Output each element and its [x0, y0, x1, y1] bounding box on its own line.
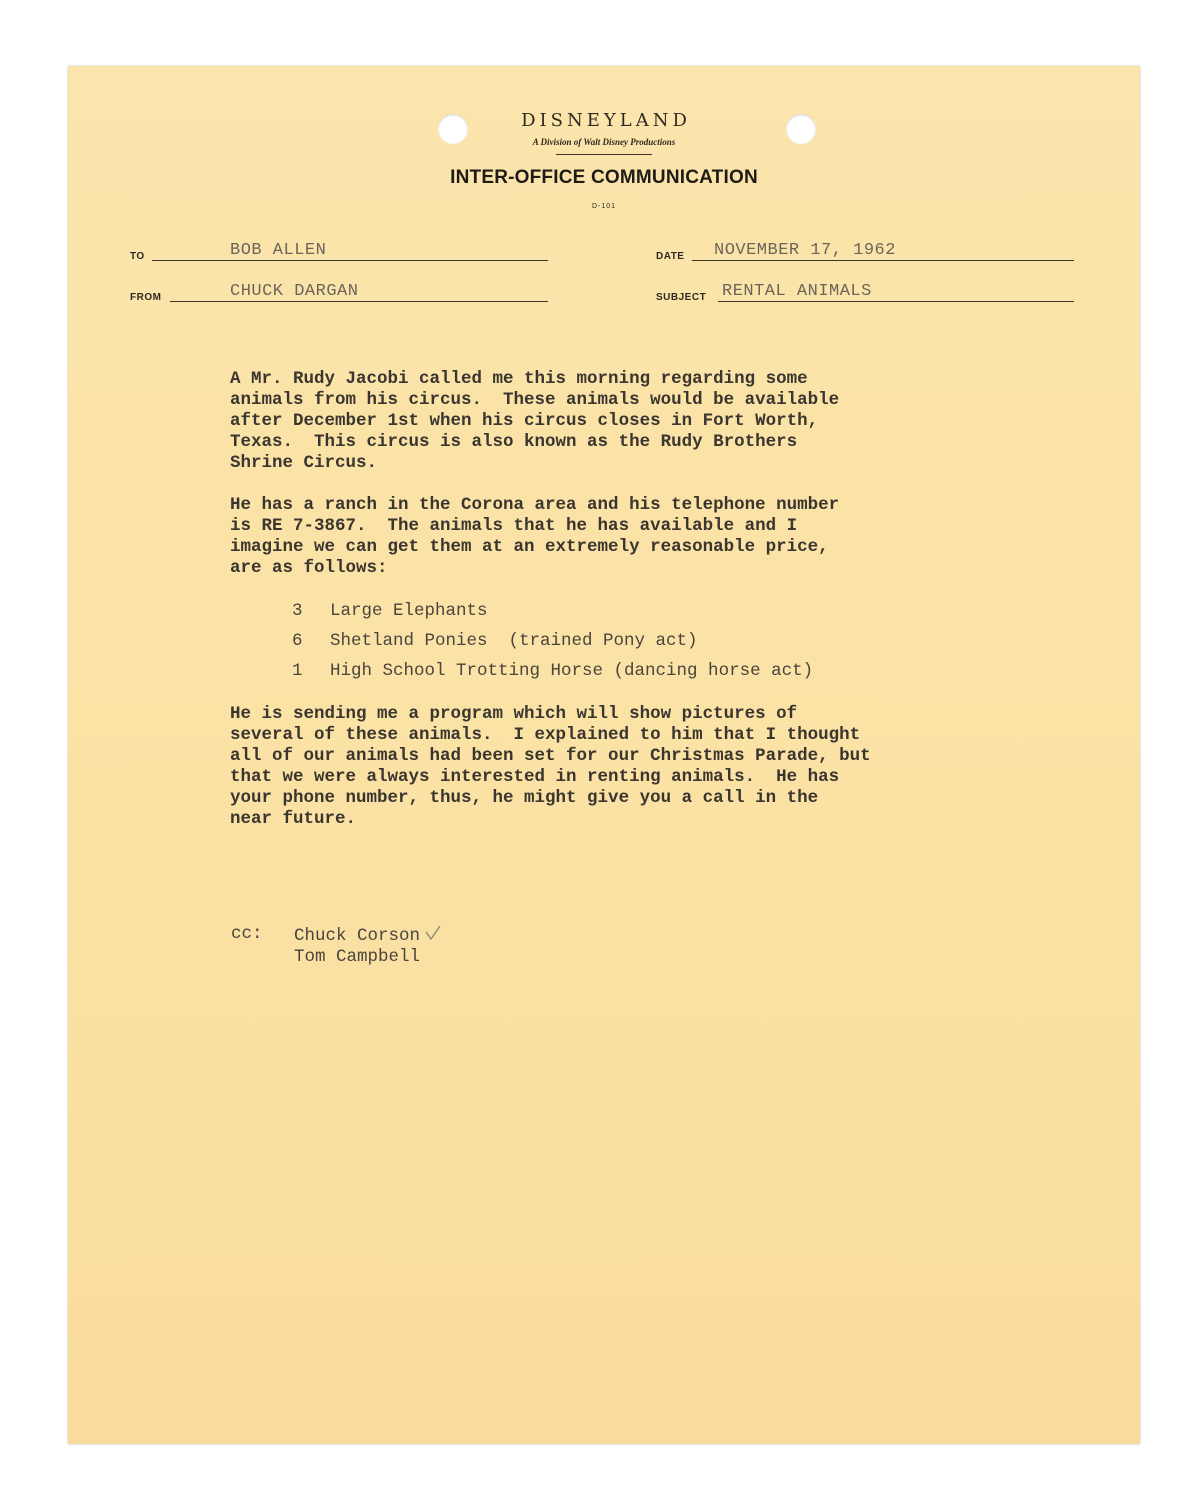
from-line	[170, 301, 548, 302]
to-line	[152, 260, 548, 261]
subject-line	[718, 301, 1074, 302]
body-line: He is sending me a program which will show pictures of	[230, 704, 798, 724]
from-value: CHUCK DARGAN	[230, 282, 359, 301]
check-mark-icon	[424, 924, 442, 942]
body-line: that we were always interested in renting animals. He has	[230, 767, 840, 787]
body-line: all of our animals had been set for our Christmas Parade, but	[230, 746, 871, 766]
animal-description: Large Elephants	[330, 601, 488, 621]
letterhead-rule	[556, 154, 652, 155]
memo-body	[230, 369, 1030, 830]
to-value: BOB ALLEN	[230, 241, 327, 260]
date-field	[656, 240, 1074, 262]
cc-recipient	[294, 947, 442, 968]
subject-field	[656, 281, 1074, 303]
cc-recipients	[294, 924, 442, 968]
cc-recipient	[294, 924, 442, 947]
to-label: TO	[130, 251, 145, 262]
paragraph-1	[230, 369, 1030, 474]
animal-quantity: 1	[292, 661, 303, 681]
memo-sheet	[68, 66, 1140, 1444]
paragraph-2	[230, 495, 1030, 579]
form-code: D-101	[591, 203, 617, 210]
animal-quantity: 3	[292, 601, 303, 621]
body-line: imagine we can get them at an extremely reasonable price,	[230, 537, 829, 557]
from-field	[130, 281, 548, 303]
date-label: DATE	[656, 251, 685, 262]
cc-label: cc:	[231, 924, 263, 944]
animal-description: High School Trotting Horse (dancing horse act)	[330, 661, 814, 681]
date-value: NOVEMBER 17, 1962	[714, 241, 896, 260]
form-title: INTER-OFFICE COMMUNICATION	[450, 167, 758, 188]
cc-recipient-name: Tom Campbell	[294, 947, 421, 967]
cc-recipient-name: Chuck Corson	[294, 926, 421, 946]
letterhead	[68, 110, 1140, 210]
brand-name: DISNEYLAND	[521, 110, 691, 131]
body-line: is RE 7-3867. The animals that he has available and I	[230, 516, 798, 536]
paragraph-3	[230, 704, 1030, 830]
animal-description: Shetland Ponies (trained Pony act)	[330, 631, 698, 651]
subject-value: RENTAL ANIMALS	[722, 282, 872, 301]
animal-item	[292, 656, 1030, 686]
date-line	[692, 260, 1074, 261]
animal-item	[292, 596, 1030, 626]
animal-item	[292, 626, 1030, 656]
body-line: several of these animals. I explained to him that I thought	[230, 725, 861, 745]
body-line: your phone number, thus, he might give you a call in the	[230, 788, 819, 808]
subject-label: SUBJECT	[656, 292, 707, 303]
body-line: Texas. This circus is also known as the Rudy Brothers	[230, 432, 798, 452]
animal-quantity: 6	[292, 631, 303, 651]
body-line: Shrine Circus.	[230, 453, 378, 473]
body-line: animals from his circus. These animals would be available	[230, 390, 840, 410]
to-field	[130, 240, 548, 262]
body-line: are as follows:	[230, 558, 388, 578]
body-line: after December 1st when his circus closes in Fort Worth,	[230, 411, 819, 431]
division-tagline: A Division of Walt Disney Productions	[532, 137, 676, 147]
body-line: near future.	[230, 809, 357, 829]
animal-list	[230, 596, 1030, 686]
from-label: FROM	[130, 292, 162, 303]
body-line: He has a ranch in the Corona area and his telephone number	[230, 495, 840, 515]
body-line: A Mr. Rudy Jacobi called me this morning regarding some	[230, 369, 808, 389]
